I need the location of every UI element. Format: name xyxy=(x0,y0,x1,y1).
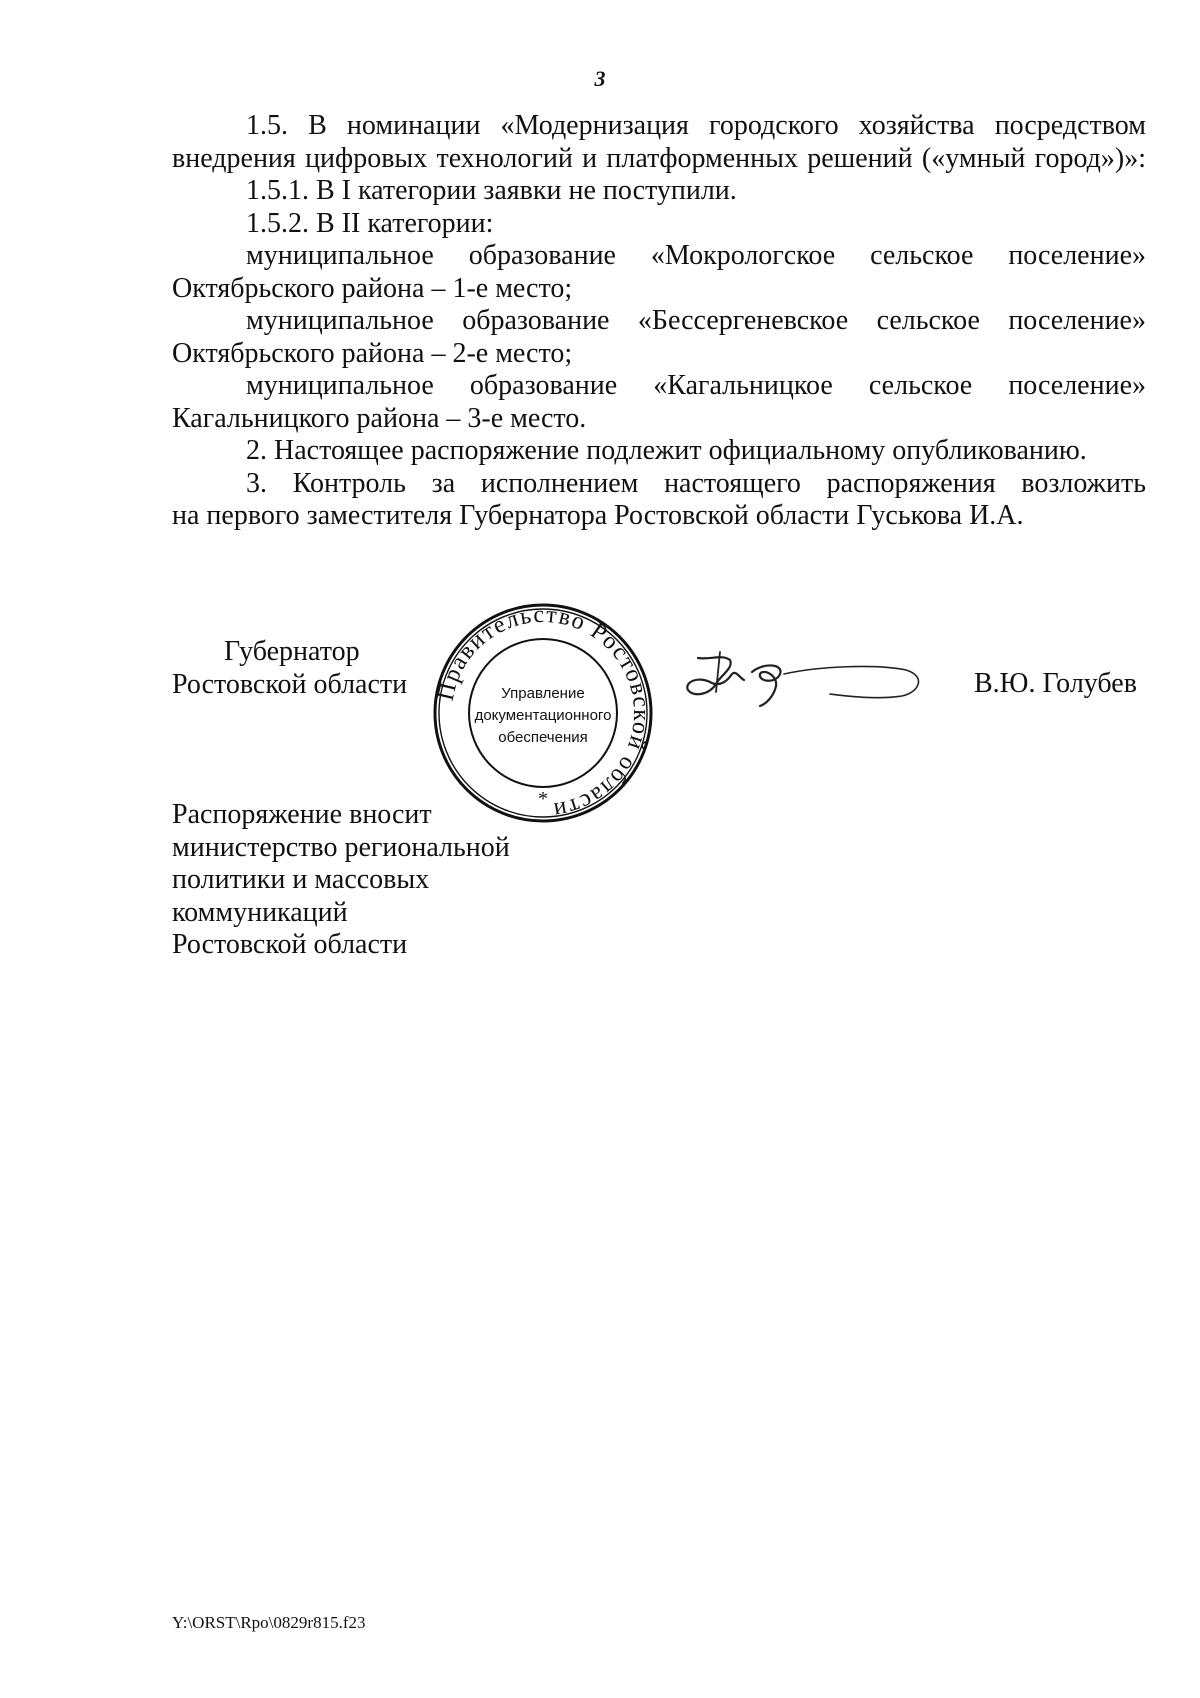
seal-star: * xyxy=(538,788,548,810)
seal-center-line-1: Управление xyxy=(501,685,585,702)
list-item-1-line-2: Октябрьского района – 1-е место; xyxy=(172,272,573,304)
submitter-line-1: Распоряжение вносит xyxy=(172,799,432,830)
paragraph-3-line-2: на первого заместителя Губернатора Ростовской области Гуськова И.А. xyxy=(172,500,1024,531)
submitter-line-5: Ростовской области xyxy=(172,929,408,960)
signature-stroke-4 xyxy=(784,667,918,698)
governor-title xyxy=(172,636,407,701)
page-number: 3 xyxy=(594,66,606,91)
submitter-line-4: коммуникаций xyxy=(172,896,348,928)
submitter-note xyxy=(172,799,510,962)
list-item-1-line-1: муниципальное образование «Мокрологское сельское поселение» xyxy=(246,240,1146,271)
handwritten-signature xyxy=(680,640,930,740)
paragraph-1-5-2: 1.5.2. В II категории: xyxy=(246,207,494,239)
list-item-2-line-1: муниципальное образование «Бессергеневское сельское поселение» xyxy=(246,305,1146,336)
document-body xyxy=(172,110,1146,533)
paragraph-3-line-1: 3. Контроль за исполнением настоящего распоряжения возложить xyxy=(246,467,1146,499)
submitter-line-2: министерство региональной xyxy=(172,831,510,863)
paragraph-1-5-1: 1.5.1. В I категории заявки не поступили. xyxy=(246,175,737,206)
list-item-3-line-1: муниципальное образование «Кагальницкое сельское поселение» xyxy=(246,370,1146,401)
seal-center-line-2: документационного xyxy=(474,707,612,724)
signature-stroke-3 xyxy=(752,665,781,706)
seal-center-line-3: обеспечения xyxy=(498,729,588,746)
seal-ring-text: Правительство Ростовской области xyxy=(432,602,654,824)
governor-title-line-1: Губернатор xyxy=(224,636,360,667)
paragraph-2: 2. Настоящее распоряжение подлежит официальному опубликованию. xyxy=(246,435,1087,466)
official-seal-stamp xyxy=(432,602,654,824)
paragraph-1-5-line-1: 1.5. В номинации «Модернизация городского хозяйства посредством xyxy=(246,110,1146,141)
signer-name: В.Ю. Голубев xyxy=(974,668,1137,699)
submitter-line-3: политики и массовых xyxy=(172,864,430,895)
list-item-3-line-2: Кагальницкого района – 3-е место. xyxy=(172,402,587,434)
list-item-2-line-2: Октябрьского района – 2-е место; xyxy=(172,337,573,369)
governor-title-line-2: Ростовской области xyxy=(172,668,408,700)
file-path-footer: Y:\ORST\Rpo\0829r815.f23 xyxy=(172,1613,366,1632)
paragraph-1-5-line-2: внедрения цифровых технологий и платформенных решений («умный город»)»: xyxy=(172,142,1146,174)
